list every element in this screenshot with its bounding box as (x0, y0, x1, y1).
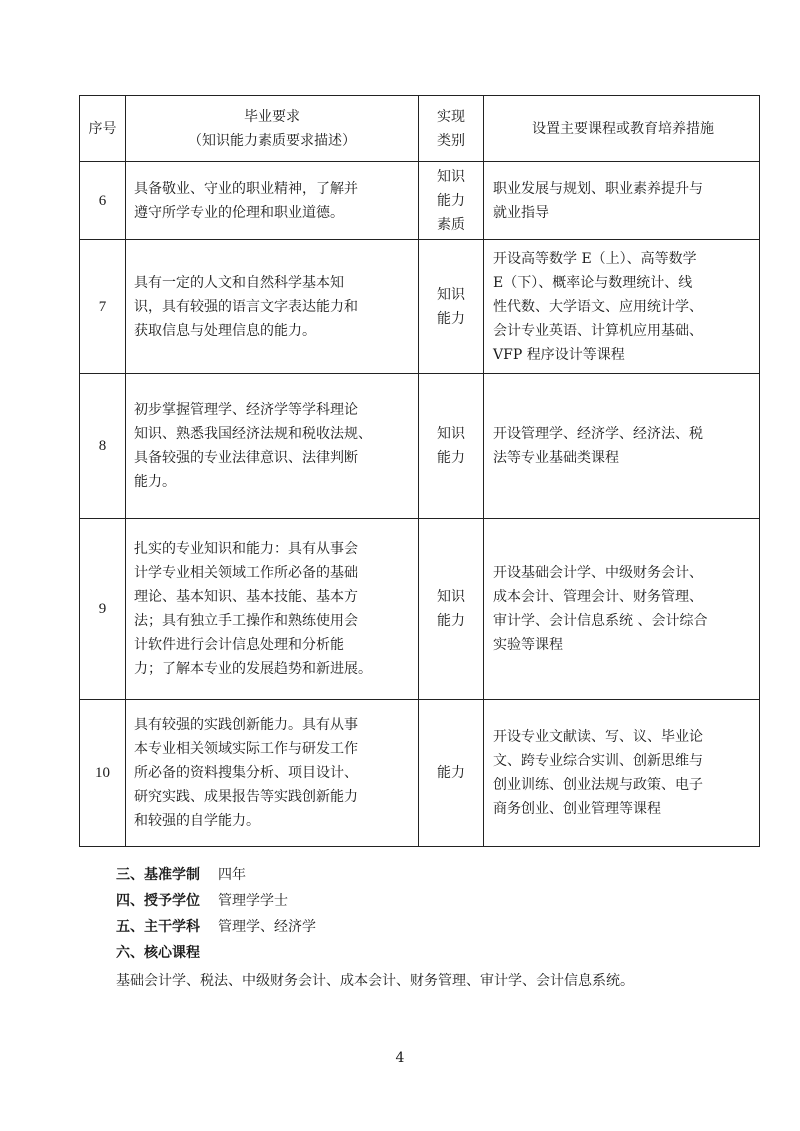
requirement-cell: 具有较强的实践创新能力。具有从事 本专业相关领域实际工作与研发工作 所必备的资料搜集分析、项目设计、 研究实践、成果报告等实践创新能力 和较强的自学能力。 (126, 700, 419, 847)
requirement-cell: 扎实的专业知识和能力：具有从事会 计学专业相关领域工作所必备的基础 理论、基本知识、基本技能、基本方 法；具有独立手工操作和熟练使用会 计软件进行会计信息处理和分析能 力；了解本专业的发展趋势和新进展。 (126, 519, 419, 700)
section-value: 管理学、经济学 (218, 919, 316, 935)
page-number: 4 (395, 1050, 405, 1066)
courses-cell: 开设高等数学 E（上）、高等数学 E（下）、概率论与数理统计、线 性代数、大学语文、应用统计学、 会计专业英语、计算机应用基础、 VFP 程序设计等课程 (484, 240, 760, 374)
table-row (80, 374, 760, 519)
table-header-row (80, 96, 760, 162)
core-courses-text: 基础会计学、税法、中级财务会计、成本会计、财务管理、审计学、会计信息系统。 (116, 973, 634, 989)
header-courses: 设置主要课程或教育培养措施 (484, 96, 760, 162)
table-row (80, 519, 760, 700)
row-number: 8 (80, 374, 126, 519)
requirement-cell: 具有一定的人文和自然科学基本知 识，具有较强的语言文字表达能力和 获取信息与处理信息的能力。 (126, 240, 419, 374)
type-cell: 知识 能力 (419, 519, 484, 700)
type-cell: 知识 能力 素质 (419, 162, 484, 240)
section-main-disciplines (116, 914, 736, 940)
type-cell: 知识 能力 (419, 240, 484, 374)
section-heading: 四、授予学位 (116, 893, 200, 909)
section-heading: 三、基准学制 (116, 867, 200, 883)
header-type: 实现 类别 (419, 96, 484, 162)
table-row (80, 700, 760, 847)
courses-cell: 开设基础会计学、中级财务会计、 成本会计、管理会计、财务管理、 审计学、会计信息系统 、会计综合 实验等课程 (484, 519, 760, 700)
section-value: 四年 (218, 867, 246, 883)
section-heading: 五、主干学科 (116, 919, 200, 935)
section-duration (116, 862, 736, 888)
type-cell: 知识 能力 (419, 374, 484, 519)
header-no: 序号 (80, 96, 126, 162)
section-value: 管理学学士 (218, 893, 288, 909)
row-number: 10 (80, 700, 126, 847)
header-requirement: 毕业要求 （知识能力素质要求描述） (126, 96, 419, 162)
graduation-requirements-table (79, 95, 760, 847)
section-degree (116, 888, 736, 914)
requirement-cell: 初步掌握管理学、经济学等学科理论 知识、熟悉我国经济法规和税收法规、 具备较强的专业法律意识、法律判断 能力。 (126, 374, 419, 519)
courses-cell: 职业发展与规划、职业素养提升与 就业指导 (484, 162, 760, 240)
row-number: 7 (80, 240, 126, 374)
section-core-courses (116, 940, 736, 966)
table-row (80, 240, 760, 374)
section-heading: 六、核心课程 (116, 945, 200, 961)
courses-cell: 开设管理学、经济学、经济法、税 法等专业基础类课程 (484, 374, 760, 519)
courses-cell: 开设专业文献读、写、议、毕业论 文、跨专业综合实训、创新思维与 创业训练、创业法规与政策、电子 商务创业、创业管理等课程 (484, 700, 760, 847)
table-row (80, 162, 760, 240)
program-info-sections (116, 862, 736, 996)
row-number: 6 (80, 162, 126, 240)
type-cell: 能力 (419, 700, 484, 847)
requirement-cell: 具备敬业、守业的职业精神，了解并 遵守所学专业的伦理和职业道德。 (126, 162, 419, 240)
row-number: 9 (80, 519, 126, 700)
